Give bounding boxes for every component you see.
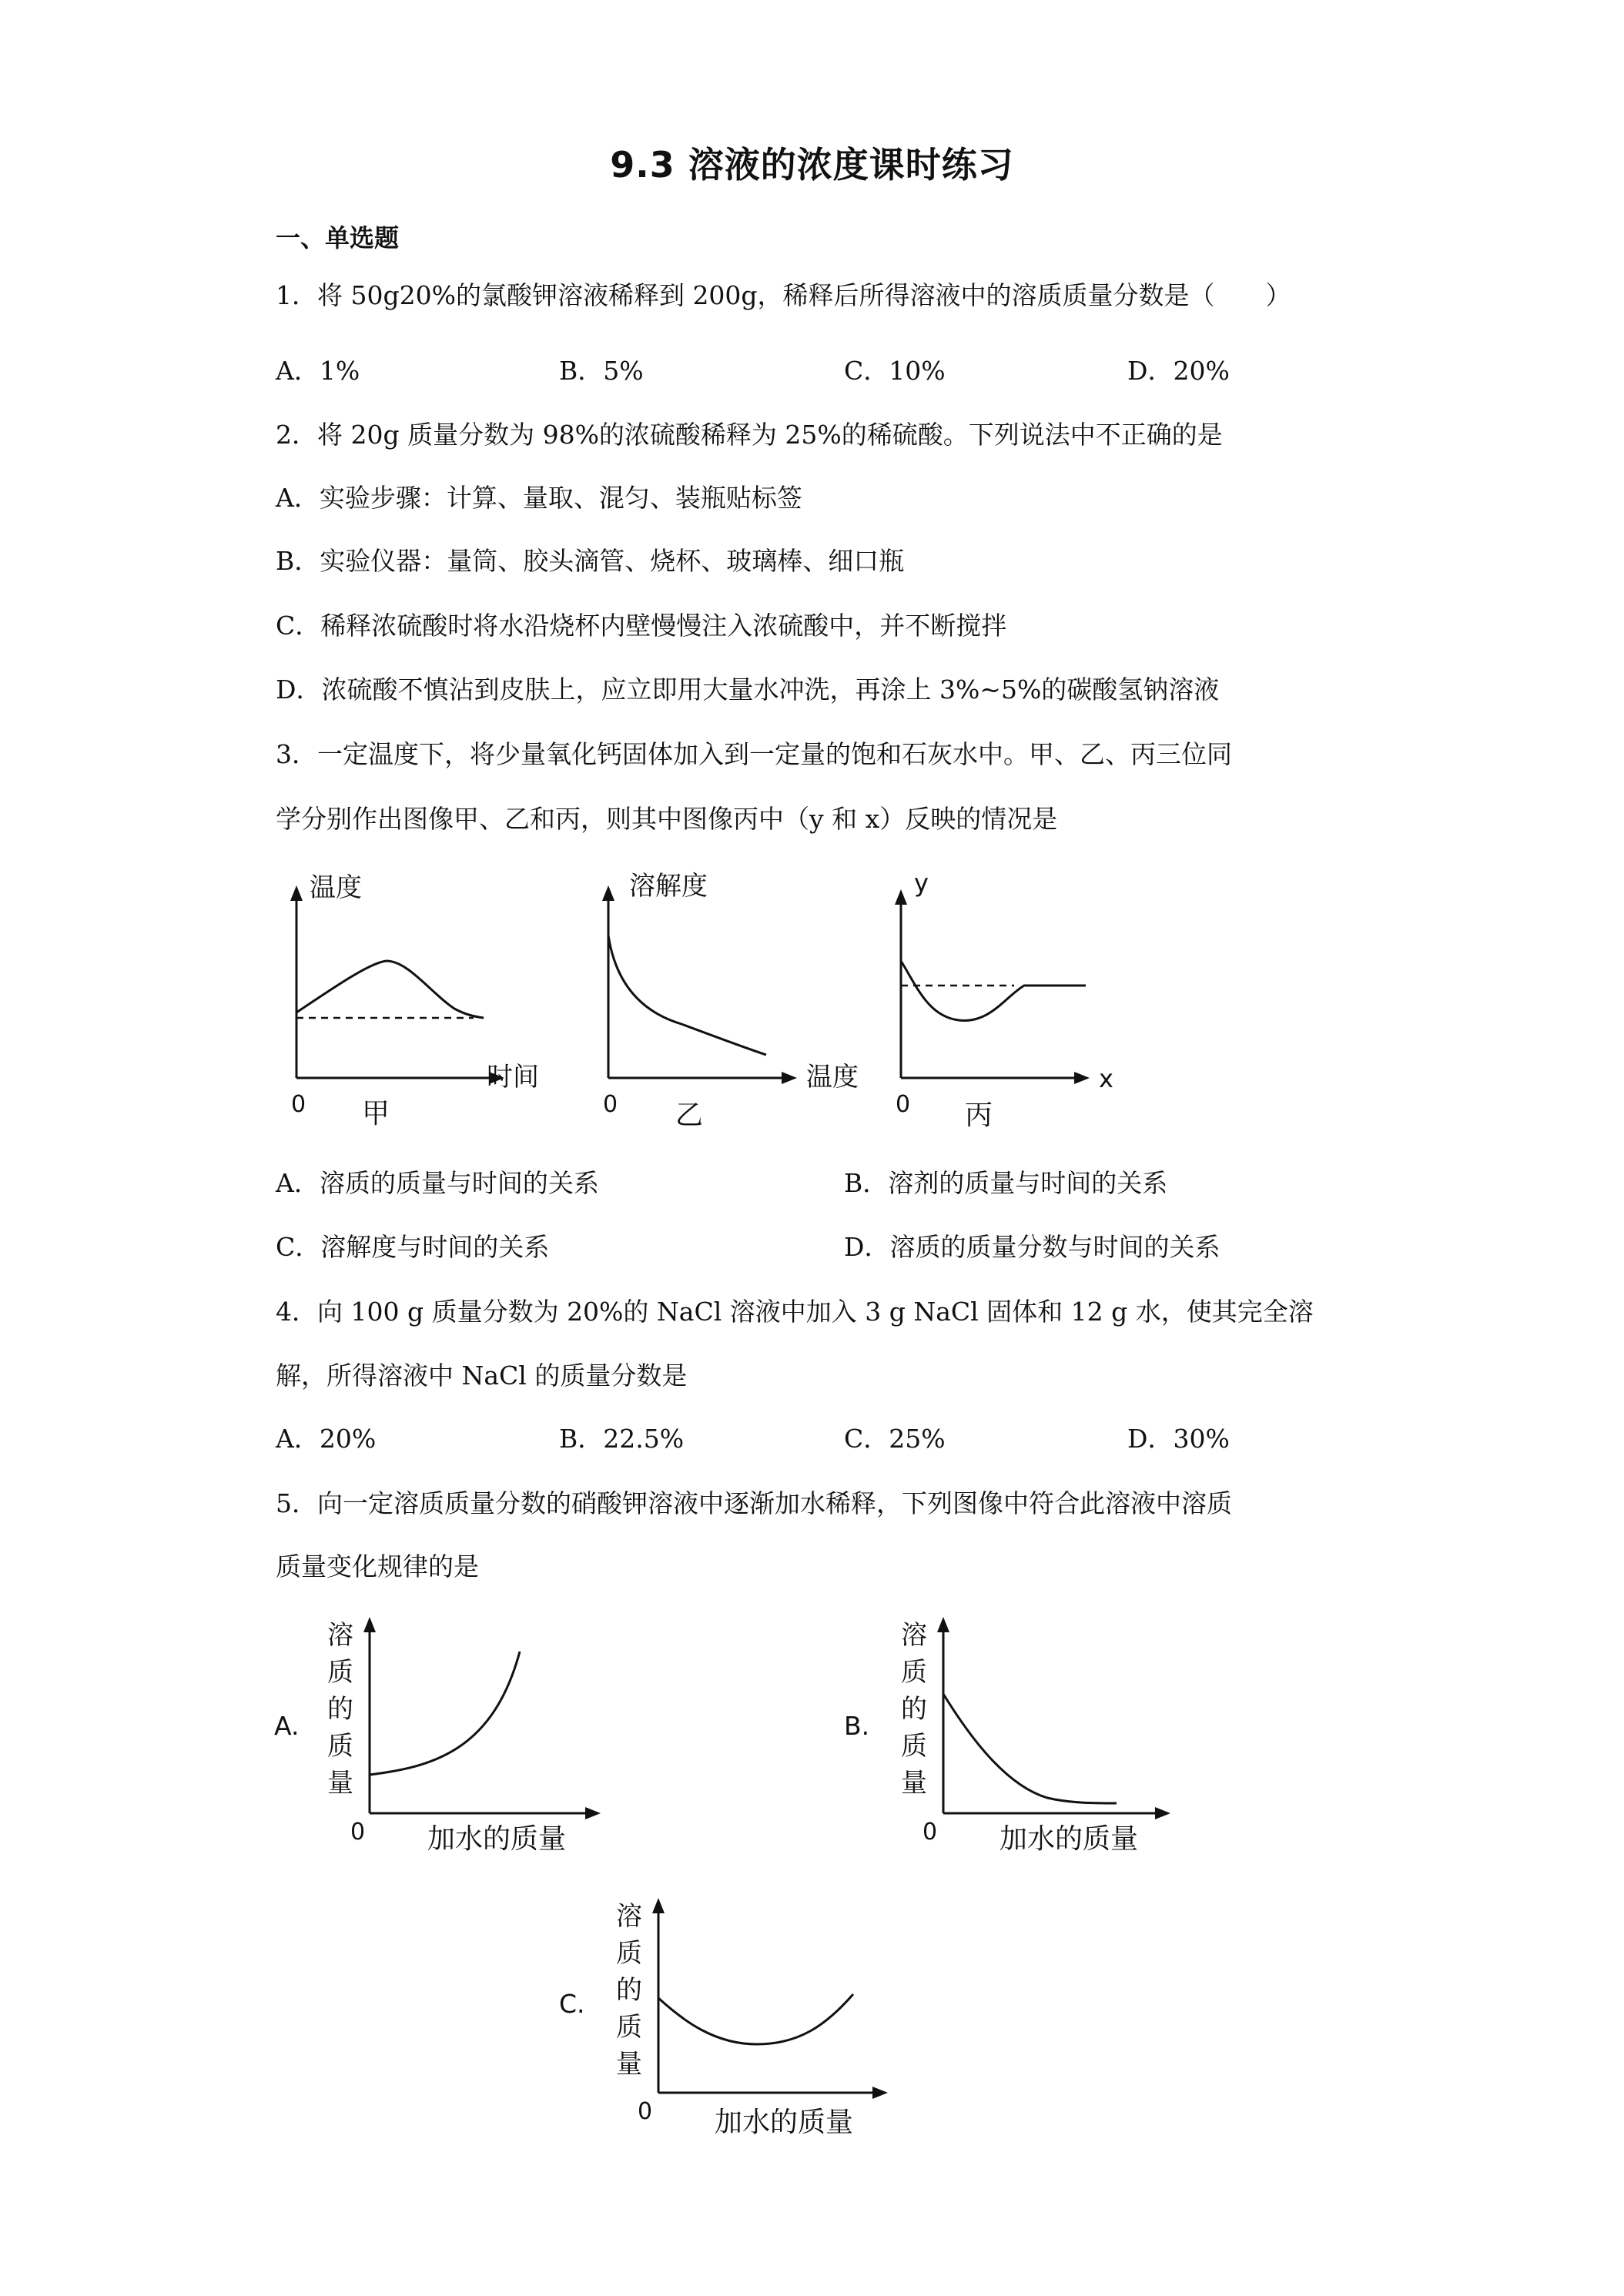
graph-yi-axes: [602, 885, 797, 1084]
graph-jia-curve: [296, 961, 484, 1018]
graph-bing-x-label: x: [1099, 1064, 1113, 1093]
graph-jia-y-label: 温度: [310, 872, 362, 903]
q2-option-d[interactable]: D．浓硫酸不慎沾到皮肤上，应立即用大量水冲洗，再涂上 3%~5%的碳酸氢钠溶液: [276, 674, 1220, 705]
q2-option-a[interactable]: A．实验步骤：计算、量取、混匀、装瓶贴标签: [276, 483, 802, 513]
q4-option-a[interactable]: A．20%: [276, 1424, 377, 1454]
q5-graph-a-origin: 0: [350, 1819, 366, 1846]
section-heading: 一、单选题: [276, 223, 400, 253]
graph-yi-x-label: 温度: [806, 1062, 859, 1093]
q3-option-b[interactable]: B．溶剂的质量与时间的关系: [844, 1168, 1168, 1198]
q5-graph-a-x-arrow: [585, 1807, 601, 1819]
graph-jia-origin: 0: [291, 1091, 306, 1118]
graph-yi-y-label: 溶解度: [629, 871, 708, 902]
q5-graph-a-xlabel: 加水的质量: [427, 1823, 567, 1855]
graph-bing-origin: 0: [896, 1091, 911, 1118]
q5-graph-c-ylabel-char: 质: [616, 2012, 642, 2043]
q2-option-c[interactable]: C．稀释浓硫酸时将水沿烧杯内壁慢慢注入浓硫酸中，并不断搅拌: [276, 611, 1007, 641]
q5-graph-c-option-label: C.: [559, 1989, 585, 2019]
q4-option-c[interactable]: C．25%: [844, 1424, 946, 1454]
q4-option-b[interactable]: B．22.5%: [559, 1424, 685, 1454]
q5-graph-a-ylabel-char: 溶: [327, 1620, 353, 1651]
graph-yi-x-arrow: [782, 1072, 797, 1084]
q5-graph-c-ylabel-char: 质: [616, 1938, 642, 1969]
graph-bing: [882, 870, 1167, 1140]
q5-graph-b-ylabel-char: 的: [901, 1694, 927, 1725]
page-title: 9.3 溶液的浓度课时练习: [610, 144, 1014, 186]
graph-yi: [589, 870, 874, 1140]
q5-graph-b-ylabel-char: 质: [901, 1731, 927, 1762]
q3-option-d[interactable]: D．溶质的质量分数与时间的关系: [844, 1232, 1221, 1262]
graph-bing-y-label: y: [914, 869, 929, 898]
q5-graph-b[interactable]: [839, 1605, 1194, 1867]
q5-graph-c-xlabel: 加水的质量: [715, 2107, 854, 2138]
q5-graph-a-ylabel-char: 质: [327, 1657, 353, 1688]
q5-graph-a-ylabel-char: 的: [327, 1694, 353, 1725]
q5-graph-b-ylabel: [901, 1620, 927, 1799]
q5-graph-c-origin: 0: [638, 2098, 653, 2125]
q1-option-c[interactable]: C．10%: [844, 356, 946, 386]
q1-option-b[interactable]: B．5%: [559, 356, 644, 386]
graph-yi-name: 乙: [675, 1099, 704, 1131]
q5-graph-b-ylabel-char: 量: [901, 1768, 927, 1799]
question-4-text-line1: 4．向 100 g 质量分数为 20%的 NaCl 溶液中加入 3 g NaCl 固体和 12 g 水，使其完全溶: [276, 1297, 1314, 1327]
q5-graph-a[interactable]: [270, 1605, 624, 1867]
question-5-text-line2: 质量变化规律的是: [276, 1551, 479, 1581]
graph-bing-curve: [901, 961, 1086, 1020]
q5-graph-a-y-arrow: [363, 1617, 376, 1632]
q5-graph-c-ylabel-char: 溶: [616, 1901, 642, 1932]
q5-graph-c-ylabel-char: 量: [616, 2049, 642, 2080]
q5-graph-a-ylabel-char: 质: [327, 1731, 353, 1762]
q2-option-b[interactable]: B．实验仪器：量筒、胶头滴管、烧杯、玻璃棒、细口瓶: [276, 546, 905, 576]
q5-graph-b-ylabel-char: 溶: [901, 1620, 927, 1651]
q5-graph-c[interactable]: [553, 1886, 907, 2148]
q3-option-a[interactable]: A．溶质的质量与时间的关系: [276, 1168, 599, 1198]
q5-graph-c-x-arrow: [872, 2087, 888, 2099]
q5-graph-b-xlabel: 加水的质量: [1000, 1823, 1139, 1855]
q5-graph-c-ylabel: [616, 1901, 642, 2080]
q5-graph-a-curve: [370, 1652, 520, 1775]
q5-graph-c-curve: [658, 1994, 853, 2044]
graph-jia-name: 甲: [362, 1098, 390, 1130]
graph-bing-y-arrow: [895, 889, 907, 905]
graph-bing-name: 丙: [965, 1099, 993, 1131]
graph-yi-curve: [608, 935, 766, 1055]
question-3-text-line2: 学分别作出图像甲、乙和丙，则其中图像丙中（y 和 x）反映的情况是: [276, 804, 1058, 834]
q4-option-d[interactable]: D．30%: [1127, 1424, 1230, 1454]
question-5-text-line1: 5．向一定溶质质量分数的硝酸钾溶液中逐渐加水稀释，下列图像中符合此溶液中溶质: [276, 1488, 1232, 1518]
q5-graph-b-option-label: B.: [844, 1711, 870, 1741]
graph-jia-x-label: 时间: [487, 1062, 539, 1093]
q5-graph-a-option-label: A.: [274, 1711, 300, 1741]
q1-option-a[interactable]: A．1%: [276, 356, 360, 386]
graph-jia-axes: [290, 885, 504, 1084]
q5-graph-c-ylabel-char: 的: [616, 1975, 642, 2006]
graph-jia-y-arrow: [290, 885, 303, 901]
q5-graph-b-y-arrow: [937, 1617, 949, 1632]
q5-graph-b-curve: [943, 1694, 1117, 1803]
q5-graph-a-ylabel-char: 量: [327, 1768, 353, 1799]
q5-graph-c-y-arrow: [652, 1898, 665, 1913]
graph-jia: [277, 870, 562, 1140]
question-1-text: 1．将 50g20%的氯酸钾溶液稀释到 200g，稀释后所得溶液中的溶质质量分数是（ ）: [276, 280, 1291, 310]
question-2-text: 2．将 20g 质量分数为 98%的浓硫酸稀释为 25%的稀硫酸。下列说法中不正确的是: [276, 420, 1223, 450]
graph-yi-y-arrow: [602, 885, 614, 901]
question-3-text-line1: 3．一定温度下，将少量氧化钙固体加入到一定量的饱和石灰水中。甲、乙、丙三位同: [276, 739, 1232, 769]
q3-option-c[interactable]: C．溶解度与时间的关系: [276, 1232, 550, 1262]
q5-graph-b-x-arrow: [1155, 1807, 1170, 1819]
q1-option-d[interactable]: D．20%: [1127, 356, 1230, 386]
graph-bing-x-arrow: [1074, 1072, 1090, 1084]
graph-yi-origin: 0: [603, 1091, 618, 1118]
question-4-text-line2: 解，所得溶液中 NaCl 的质量分数是: [276, 1361, 688, 1391]
q5-graph-b-origin: 0: [922, 1819, 938, 1846]
q5-graph-b-ylabel-char: 质: [901, 1657, 927, 1688]
q5-graph-a-ylabel: [327, 1620, 353, 1799]
